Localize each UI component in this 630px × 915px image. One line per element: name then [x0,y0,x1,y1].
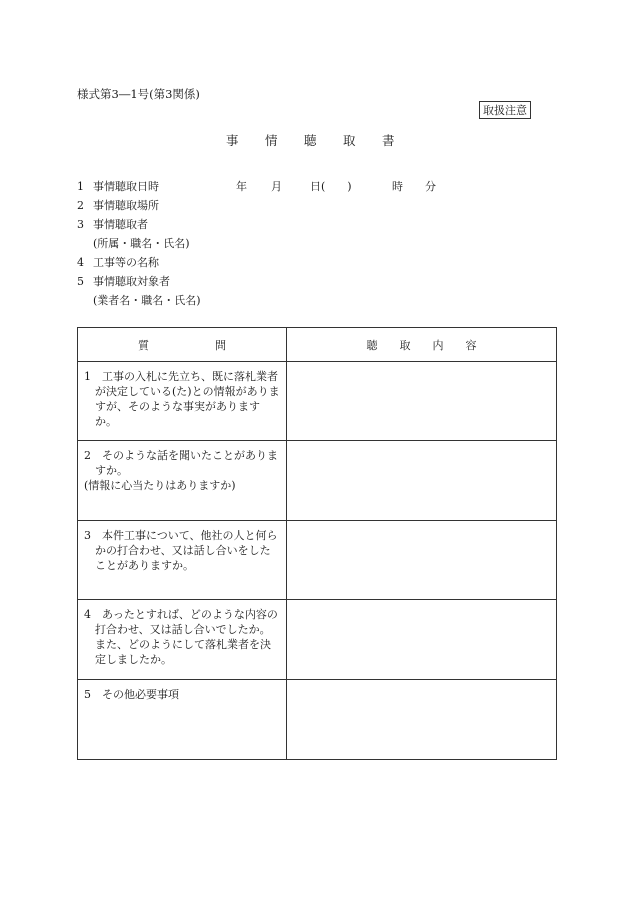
form-number: 様式第3―1号(第3関係) [77,87,200,101]
datetime-month: 月 [271,180,282,193]
answer-cell[interactable] [287,441,557,521]
answer-column-header: 聴 取 内 容 [287,328,557,362]
answer-cell[interactable] [287,600,557,680]
question-note: (情報に心当たりはありますか) [84,479,236,492]
info-item-label: 事情聴取対象者 [93,275,170,288]
question-cell [78,362,287,441]
table-row [78,680,557,760]
title-char: 取 [343,133,356,148]
handling-caution-badge: 取扱注意 [479,101,531,119]
info-item-label: 事情聴取者 [93,218,148,231]
answer-cell[interactable] [287,362,557,441]
info-item-interviewee-sub: (業者名・職名・氏名) [93,294,201,307]
datetime-minute: 分 [425,180,436,193]
info-item-number: 1 [77,180,84,193]
question-text: 2 そのような話を聞いたことがありますか。 [84,449,278,477]
title-char: 書 [382,133,395,148]
question-cell [78,521,287,600]
datetime-day: 日( ) [310,180,352,193]
info-item-interviewer [77,218,148,232]
qa-table [77,327,557,760]
table-row [78,362,557,441]
info-item-place [77,199,159,213]
table-row [78,441,557,521]
datetime-hour: 時 [392,180,403,193]
title-char: 情 [265,133,278,148]
info-item-number: 5 [77,275,84,288]
info-item-number: 2 [77,199,84,212]
question-cell [78,680,287,760]
table-row [78,521,557,600]
question-cell [78,441,287,521]
question-text: 5 その他必要事項 [84,688,179,701]
info-item-label: 事情聴取場所 [93,199,159,212]
info-item-interviewer-sub: (所属・職名・氏名) [93,237,190,250]
info-item-datetime [77,180,159,194]
document-title [226,131,421,149]
question-text: 4 あったとすれば、どのような内容の打合わせ、又は話し合いでしたか。また、どのようにして落札業者を決定しましたか。 [84,608,278,666]
info-item-number: 3 [77,218,84,231]
question-cell [78,600,287,680]
datetime-year: 年 [236,180,247,193]
answer-cell[interactable] [287,680,557,760]
info-item-label: 事情聴取日時 [93,180,159,193]
title-char: 聴 [304,133,317,148]
table-header-row [78,328,557,362]
info-item-project-name [77,256,159,270]
table-row [78,600,557,680]
question-column-header: 質 問 [78,328,287,362]
info-item-interviewee [77,275,170,289]
info-item-number: 4 [77,256,84,269]
info-item-label: 工事等の名称 [93,256,159,269]
answer-cell[interactable] [287,521,557,600]
question-text: 3 本件工事について、他社の人と何らかの打合わせ、又は話し合いをしたことがありますか。 [84,529,278,572]
title-char: 事 [226,133,239,148]
question-text: 1 工事の入札に先立ち、既に落札業者が決定している(た)との情報がありますが、そのような事実がありますか。 [84,370,280,428]
